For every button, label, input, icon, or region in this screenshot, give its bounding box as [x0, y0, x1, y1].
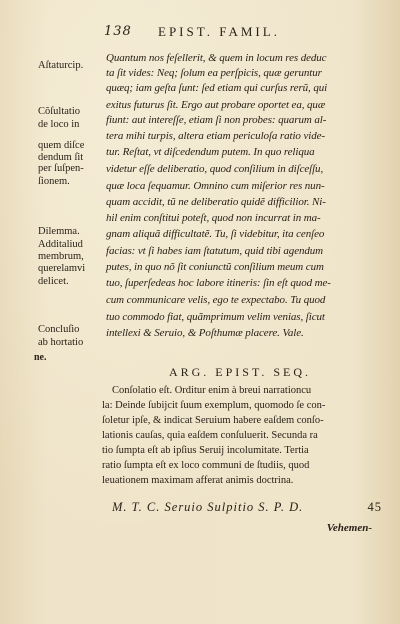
text-line: quam accidit, tũ ne deliberatio quidẽ difficilior. Ni-	[106, 196, 326, 208]
text-line: la: Deinde ſubijcit ſuum exemplum, quomodo ſe con-	[102, 400, 326, 411]
text-line: quæ loca ſequamur. Omnino cum miſerior res nun-	[106, 180, 325, 192]
text-line: putes, in quo nõ ſit coniunctũ conſilium meum cum	[106, 261, 324, 273]
margin-note: Dilemma.	[38, 226, 80, 237]
margin-note: quem diſce	[38, 140, 85, 151]
text-line: exitus futurus ſit. Ergo aut probare oportet ea, quæ	[106, 99, 326, 111]
margin-note: ab hortatio	[38, 337, 84, 348]
text-line: gnam aliquã difficultatẽ. Tu, ſi videbitur, ita cenſeo	[106, 228, 325, 240]
argument-heading: ARG. EPIST. SEQ.	[168, 365, 312, 379]
text-line: Conſolatio eſt. Orditur enim à breui narrationcu	[112, 385, 312, 396]
text-line: cum communicare velis, ego te expectabo. Tu quod	[106, 294, 326, 306]
text-line: intellexi & Seruio, & Poſthumæ placere. Vale.	[106, 327, 304, 339]
running-title: EPIST. FAMIL.	[158, 24, 280, 39]
margin-note: Aſtaturcip.	[38, 60, 84, 71]
letter-number: 45	[367, 500, 382, 514]
text-line: leuationem maximam afferat animis doctrina.	[102, 475, 294, 486]
letter-address	[112, 500, 382, 515]
margin-note: dendum ſit	[38, 152, 84, 163]
margin-note: Concluſio	[38, 324, 80, 335]
text-line: Quantum nos feſellerit, & quem in locum res deduc	[106, 52, 327, 64]
address-text: M. T. C. Seruio Sulpitio S. P. D.	[112, 500, 304, 514]
margin-note: delicet.	[38, 276, 69, 287]
margin-note: querelamvi	[38, 263, 86, 274]
text-line: tuo commodo fiat, quãmprimum velim venias, ſicut	[106, 311, 325, 323]
text-line: videtur eſſe deliberatio, quod conſilium in diſceſſu,	[106, 163, 324, 175]
text-line: fiunt: aut intereſſe, etiam ſi non probes: quarum al-	[106, 114, 327, 126]
margin-note: per ſuſpen-	[38, 163, 84, 174]
catchword: Vehemen-	[326, 522, 372, 534]
text-line: lationis cauſas, quia eaſdem conſuluerit. Secunda ra	[102, 430, 318, 441]
folio-number: 138	[104, 24, 132, 39]
text-line: ta ſit vides: Neq; ſolum ea perſpicis, quæ geruntur	[106, 67, 322, 79]
text-line: tur. Reſtat, vt diſcedendum putem. In quo reliqua	[106, 146, 315, 158]
margin-note: Additaliud	[38, 239, 83, 250]
margin-note: de loco in	[38, 119, 80, 130]
text-line: tio ſumpta eſt ab ipſius Seruij incolumitate. Tertia	[102, 445, 309, 456]
margin-note: Cõſultatio	[38, 106, 80, 117]
margin-note: membrum,	[38, 251, 84, 262]
text-line: facias: vt ſi habes iam ſtatutum, quid tibi agendum	[106, 245, 324, 257]
text-line: ratio ſumpta eſt ex loco communi de ſtudiis, quod	[102, 460, 310, 471]
text-line: quæq; iam geſta ſunt: ſed etiam qui curſus rerũ, qui	[106, 82, 328, 94]
text-line: tera mihi turpis, altera etiam periculoſa ratio vide-	[106, 130, 325, 142]
margin-note: ne.	[34, 352, 47, 363]
text-line: ſoletur ipſe, & indicat Seruium habere eaſdem conſo-	[102, 415, 324, 426]
text-line: tuo, ſuperſedeas hoc labore itineris: ſin eſt quod me-	[106, 277, 331, 289]
margin-note: ſionem.	[38, 176, 70, 187]
text-line: hil enim conſtitui poteſt, quod non incurrat in ma-	[106, 212, 321, 224]
